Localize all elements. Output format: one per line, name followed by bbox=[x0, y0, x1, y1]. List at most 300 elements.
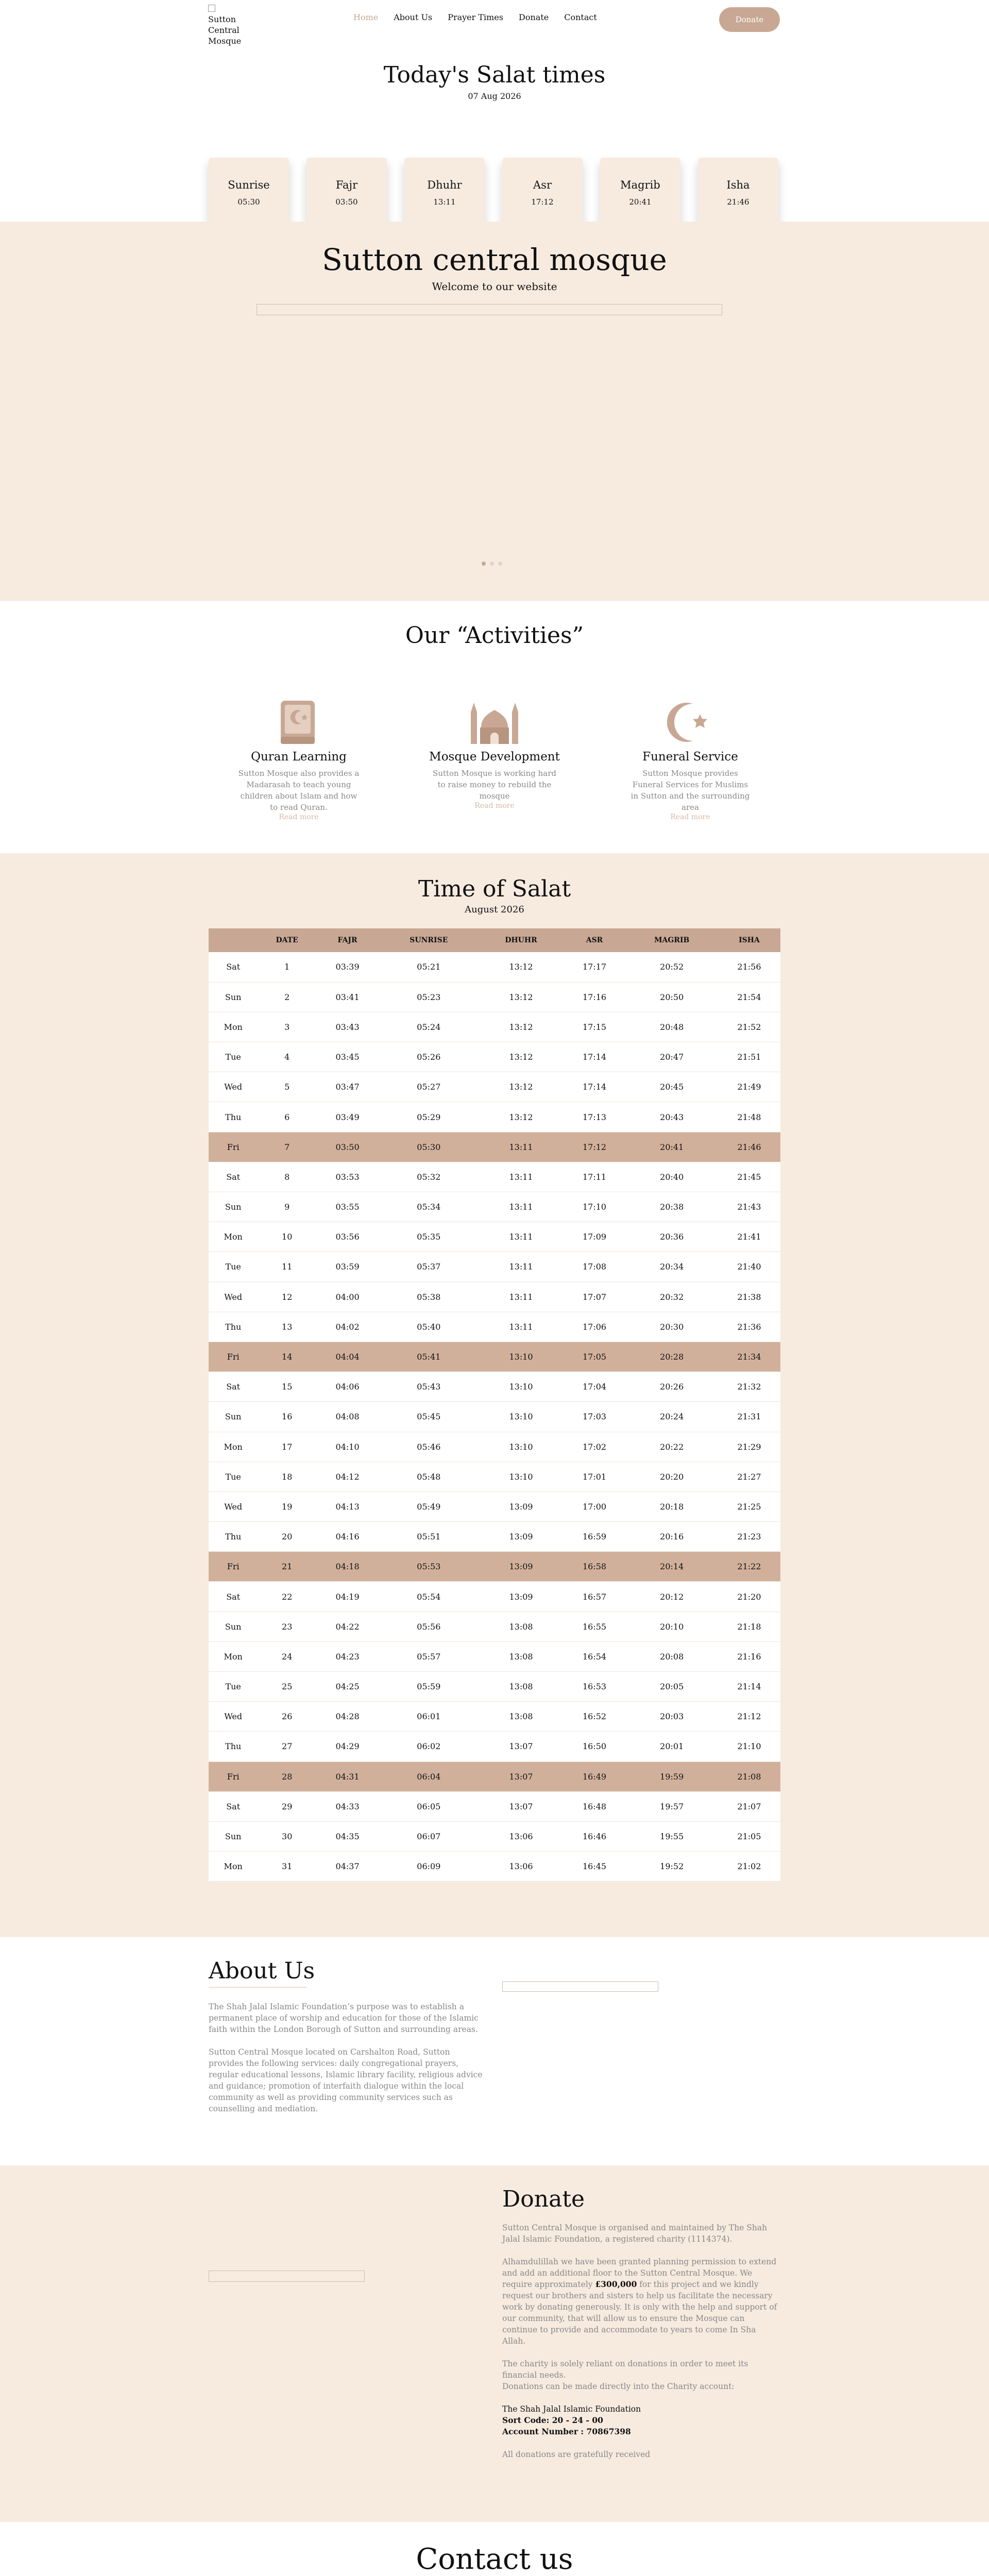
table-cell: 05:43 bbox=[417, 1382, 441, 1392]
table-cell: 13:10 bbox=[509, 1471, 533, 1482]
slider-dots bbox=[482, 562, 502, 566]
table-cell: 30 bbox=[282, 1832, 293, 1842]
table-cell: 17:03 bbox=[582, 1412, 607, 1422]
table-cell: 20:38 bbox=[660, 1202, 684, 1212]
table-cell: 20:40 bbox=[660, 1172, 684, 1182]
activity-quran-learning bbox=[224, 697, 373, 821]
table-row bbox=[209, 1252, 780, 1282]
table-row bbox=[209, 1342, 780, 1371]
table-cell: 20:12 bbox=[660, 1591, 684, 1602]
table-cell: 16:55 bbox=[582, 1621, 607, 1632]
table-cell: Fri bbox=[227, 1562, 240, 1572]
contact-section bbox=[0, 2522, 989, 2576]
table-cell: 06:05 bbox=[417, 1801, 441, 1811]
table-cell: 20:43 bbox=[660, 1112, 684, 1122]
table-cell: Tue bbox=[225, 1471, 241, 1482]
table-cell: 03:41 bbox=[335, 992, 360, 1002]
donate-title: Donate bbox=[502, 2186, 585, 2212]
table-cell: Sun bbox=[225, 992, 242, 1002]
table-cell: 7 bbox=[284, 1142, 290, 1152]
table-cell: 03:56 bbox=[335, 1232, 360, 1242]
table-cell: 13:12 bbox=[509, 1112, 533, 1122]
table-cell: 20:30 bbox=[660, 1321, 684, 1332]
table-cell: Wed bbox=[224, 1501, 243, 1512]
table-cell: 05:21 bbox=[417, 962, 441, 972]
table-cell: 16:48 bbox=[582, 1801, 607, 1811]
site-logo[interactable] bbox=[208, 3, 244, 46]
table-cell: Sun bbox=[225, 1621, 242, 1632]
read-more-link[interactable]: Read more bbox=[670, 813, 710, 821]
table-cell: 21:34 bbox=[737, 1352, 761, 1362]
table-cell: 04:23 bbox=[335, 1651, 360, 1662]
table-cell: 04:31 bbox=[335, 1771, 360, 1782]
table-cell: 05:24 bbox=[417, 1022, 441, 1032]
table-cell: 03:59 bbox=[335, 1262, 360, 1272]
table-cell: 13:09 bbox=[509, 1532, 533, 1542]
column-header: DATE bbox=[276, 936, 298, 944]
table-cell: Thu bbox=[225, 1321, 242, 1332]
table-cell: 20:08 bbox=[660, 1651, 684, 1662]
table-cell: 20:18 bbox=[660, 1501, 684, 1512]
logo-alt-text: Sutton Central Mosque bbox=[208, 14, 242, 46]
todays-salat-section bbox=[0, 41, 989, 222]
prayer-card-fajr bbox=[306, 158, 387, 228]
table-cell: 13:09 bbox=[509, 1591, 533, 1602]
table-cell: Mon bbox=[224, 1861, 243, 1872]
table-cell: 06:02 bbox=[417, 1741, 441, 1752]
quran-book-icon bbox=[224, 697, 373, 748]
table-body bbox=[209, 952, 780, 1882]
table-row bbox=[209, 1612, 780, 1641]
prayer-time: 17:12 bbox=[531, 197, 554, 207]
table-cell: 17:04 bbox=[582, 1382, 607, 1392]
activity-mosque-development bbox=[420, 697, 569, 810]
table-cell: 05:30 bbox=[417, 1142, 441, 1152]
table-cell: 20:36 bbox=[660, 1232, 684, 1242]
prayer-cards bbox=[209, 158, 780, 228]
table-cell: 21:23 bbox=[737, 1532, 761, 1542]
about-paragraph: Sutton Central Mosque located on Carshalton Road, Sutton provides the following services: daily congregational prayers, regular educational lessons, Islamic library facility, religious advice and guidance; promotion of interfaith dialogue within the local community as well as providing community services such as counselling and mediation. bbox=[209, 2047, 483, 2113]
table-cell: 16:53 bbox=[582, 1682, 607, 1692]
table-cell: 04:18 bbox=[335, 1562, 360, 1572]
table-cell: 05:48 bbox=[417, 1471, 441, 1482]
table-cell: 21:51 bbox=[737, 1052, 761, 1062]
table-cell: 23 bbox=[282, 1621, 293, 1632]
donate-amount: £300,000 bbox=[595, 2279, 637, 2289]
table-cell: 21:43 bbox=[737, 1202, 761, 1212]
prayer-name: Asr bbox=[533, 179, 552, 191]
table-cell: 05:51 bbox=[417, 1532, 441, 1542]
table-cell: 21:40 bbox=[737, 1262, 761, 1272]
table-cell: 13:12 bbox=[509, 1022, 533, 1032]
table-cell: 21:12 bbox=[737, 1711, 761, 1722]
donate-button[interactable]: Donate bbox=[719, 7, 780, 32]
table-cell: 16:52 bbox=[582, 1711, 607, 1722]
table-cell: 04:10 bbox=[335, 1442, 360, 1452]
column-header: FAJR bbox=[337, 936, 357, 944]
table-cell: 13:08 bbox=[509, 1711, 533, 1722]
table-cell: 13:11 bbox=[509, 1292, 533, 1302]
sort-code: Sort Code: 20 - 24 - 00 bbox=[502, 2415, 603, 2425]
table-cell: 05:56 bbox=[417, 1621, 441, 1632]
table-cell: 05:34 bbox=[417, 1202, 441, 1212]
table-cell: 13:10 bbox=[509, 1382, 533, 1392]
table-cell: 14 bbox=[282, 1352, 293, 1362]
table-cell: 31 bbox=[282, 1861, 293, 1872]
table-cell: 21:10 bbox=[737, 1741, 761, 1752]
table-cell: 17:11 bbox=[582, 1172, 607, 1182]
table-cell: 20:45 bbox=[660, 1082, 684, 1092]
table-cell: 13:12 bbox=[509, 992, 533, 1002]
table-row bbox=[209, 1282, 780, 1312]
table-cell: 04:28 bbox=[335, 1711, 360, 1722]
table-cell: Sat bbox=[226, 1591, 241, 1602]
nav-contact[interactable]: Contact bbox=[564, 12, 597, 22]
todays-date: 07 Aug 2026 bbox=[468, 91, 521, 101]
donate-thanks: All donations are gratefully received bbox=[502, 2450, 651, 2459]
table-cell: 16:50 bbox=[582, 1741, 607, 1752]
timetable-section bbox=[0, 853, 989, 1937]
slider-dot[interactable] bbox=[490, 562, 494, 566]
table-cell: 13:08 bbox=[509, 1621, 533, 1632]
column-header bbox=[209, 928, 258, 952]
table-cell: 05:41 bbox=[417, 1352, 441, 1362]
table-cell: 20:32 bbox=[660, 1292, 684, 1302]
table-cell: Sat bbox=[226, 1382, 241, 1392]
table-cell: 04:08 bbox=[335, 1412, 360, 1422]
table-row bbox=[209, 1641, 780, 1671]
table-cell: 05:35 bbox=[417, 1232, 441, 1242]
table-cell: Wed bbox=[224, 1082, 243, 1092]
table-cell: 17:07 bbox=[582, 1292, 607, 1302]
table-cell: 04:06 bbox=[335, 1382, 360, 1392]
column-header: ISHA bbox=[739, 936, 760, 944]
table-cell: 20:01 bbox=[660, 1741, 684, 1752]
table-cell: 17 bbox=[282, 1442, 293, 1452]
table-cell: 17:13 bbox=[582, 1112, 607, 1122]
table-cell: 20:10 bbox=[660, 1621, 684, 1632]
table-cell: 05:49 bbox=[417, 1501, 441, 1512]
nav-about-us[interactable]: About Us bbox=[394, 12, 433, 22]
table-row bbox=[209, 1372, 780, 1402]
table-cell: Sat bbox=[226, 1801, 241, 1811]
table-header-row bbox=[209, 928, 780, 952]
table-cell: 13:12 bbox=[509, 1082, 533, 1092]
table-cell: 13:11 bbox=[509, 1232, 533, 1242]
prayer-card-sunrise bbox=[209, 158, 289, 228]
table-cell: 16:49 bbox=[582, 1771, 607, 1782]
table-cell: Mon bbox=[224, 1232, 243, 1242]
table-cell: 16:59 bbox=[582, 1532, 607, 1542]
table-cell: 25 bbox=[282, 1682, 293, 1692]
donate-image bbox=[209, 2270, 365, 2282]
table-cell: 21:22 bbox=[737, 1562, 761, 1572]
about-title: About Us bbox=[209, 1958, 315, 1984]
table-cell: 20:22 bbox=[660, 1442, 684, 1452]
table-cell: 20:52 bbox=[660, 962, 684, 972]
table-cell: 21:38 bbox=[737, 1292, 761, 1302]
prayer-name: Sunrise bbox=[228, 179, 270, 191]
table-row bbox=[209, 1462, 780, 1492]
prayer-card-dhuhr bbox=[404, 158, 485, 228]
about-paragraph: The Shah Jalal Islamic Foundation’s purpose was to establish a permanent place of worship and education for those of the Islamic faith within the London Borough of Sutton and surrounding areas. bbox=[209, 2002, 479, 2034]
prayer-time: 20:41 bbox=[629, 197, 652, 207]
table-cell: Fri bbox=[227, 1352, 240, 1362]
table-cell: 16 bbox=[282, 1412, 293, 1422]
table-row bbox=[209, 1821, 780, 1851]
table-cell: 05:45 bbox=[417, 1412, 441, 1422]
table-cell: 21:18 bbox=[737, 1621, 761, 1632]
column-header: DHUHR bbox=[505, 936, 537, 944]
table-cell: 13 bbox=[282, 1321, 293, 1332]
table-cell: 29 bbox=[282, 1801, 293, 1811]
table-cell: 13:06 bbox=[509, 1832, 533, 1842]
prayer-time: 21:46 bbox=[727, 197, 749, 207]
table-cell: 20:48 bbox=[660, 1022, 684, 1032]
table-cell: Sun bbox=[225, 1412, 242, 1422]
todays-salat-title: Today's Salat times bbox=[383, 62, 606, 88]
activity-funeral-service bbox=[616, 697, 765, 821]
table-cell: 13:12 bbox=[509, 1052, 533, 1062]
table-cell: 05:38 bbox=[417, 1292, 441, 1302]
activity-description: Sutton Mosque is working hard to raise money to rebuild the mosque bbox=[432, 769, 557, 801]
table-cell: 03:47 bbox=[335, 1082, 360, 1092]
nav-donate[interactable]: Donate bbox=[519, 12, 549, 22]
table-cell: 16:46 bbox=[582, 1832, 607, 1842]
table-cell: 05:29 bbox=[417, 1112, 441, 1122]
table-cell: 16:57 bbox=[582, 1591, 607, 1602]
activity-title: Mosque Development bbox=[429, 750, 560, 764]
table-cell: 05:26 bbox=[417, 1052, 441, 1062]
table-cell: 21:25 bbox=[737, 1501, 761, 1512]
table-cell: 13:07 bbox=[509, 1741, 533, 1752]
table-cell: 21:46 bbox=[737, 1142, 761, 1152]
table-cell: 21:29 bbox=[737, 1442, 761, 1452]
donate-paragraph: Sutton Central Mosque is organised and maintained by The Shah Jalal Islamic Foundation, a registered charity (1114374). bbox=[502, 2223, 768, 2244]
table-cell: 05:27 bbox=[417, 1082, 441, 1092]
table-cell: 21:14 bbox=[737, 1682, 761, 1692]
read-more-link[interactable]: Read more bbox=[474, 802, 515, 810]
table-cell: 17:14 bbox=[582, 1052, 607, 1062]
table-cell: 17:10 bbox=[582, 1202, 607, 1212]
read-more-link[interactable]: Read more bbox=[279, 813, 319, 821]
table-cell: 19:59 bbox=[660, 1771, 684, 1782]
table-cell: 21:32 bbox=[737, 1382, 761, 1392]
hero-title: Sutton central mosque bbox=[322, 242, 667, 277]
table-row bbox=[209, 1072, 780, 1102]
table-cell: 13:10 bbox=[509, 1412, 533, 1422]
table-cell: 13:08 bbox=[509, 1651, 533, 1662]
donate-section bbox=[0, 2165, 989, 2522]
table-row bbox=[209, 1672, 780, 1702]
table-row bbox=[209, 952, 780, 982]
table-cell: Fri bbox=[227, 1142, 240, 1152]
table-cell: 05:23 bbox=[417, 992, 441, 1002]
table-cell: 04:37 bbox=[335, 1861, 360, 1872]
contact-title: Contact us bbox=[416, 2543, 573, 2576]
table-cell: 20:41 bbox=[660, 1142, 684, 1152]
table-cell: 05:37 bbox=[417, 1262, 441, 1272]
nav-prayer-times[interactable]: Prayer Times bbox=[448, 12, 504, 22]
table-cell: 21:52 bbox=[737, 1022, 761, 1032]
table-row bbox=[209, 1791, 780, 1821]
table-cell: 13:10 bbox=[509, 1352, 533, 1362]
table-cell: 20:34 bbox=[660, 1262, 684, 1272]
mosque-icon bbox=[420, 697, 569, 748]
table-cell: 19:52 bbox=[660, 1861, 684, 1872]
table-cell: 1 bbox=[284, 962, 290, 972]
table-cell: 21:20 bbox=[737, 1591, 761, 1602]
table-cell: 17:01 bbox=[582, 1471, 607, 1482]
table-cell: 17:17 bbox=[582, 962, 607, 972]
crescent-star-icon bbox=[616, 697, 765, 748]
prayer-name: Dhuhr bbox=[427, 179, 462, 191]
table-cell: 21:56 bbox=[737, 962, 761, 972]
table-cell: 21 bbox=[282, 1562, 293, 1572]
table-cell: 05:57 bbox=[417, 1651, 441, 1662]
table-cell: 19:55 bbox=[660, 1832, 684, 1842]
table-cell: 16:58 bbox=[582, 1562, 607, 1572]
prayer-card-isha bbox=[698, 158, 778, 228]
table-cell: Fri bbox=[227, 1771, 240, 1782]
activity-title: Funeral Service bbox=[642, 750, 738, 764]
table-cell: Mon bbox=[224, 1442, 243, 1452]
table-cell: 17:05 bbox=[582, 1352, 607, 1362]
table-cell: 03:49 bbox=[335, 1112, 360, 1122]
about-section bbox=[0, 1937, 989, 2165]
prayer-card-magrib bbox=[600, 158, 680, 228]
table-cell: 8 bbox=[284, 1172, 290, 1182]
table-cell: 21:41 bbox=[737, 1232, 761, 1242]
table-cell: 21:07 bbox=[737, 1801, 761, 1811]
table-row bbox=[209, 1702, 780, 1732]
table-row bbox=[209, 982, 780, 1012]
table-cell: 13:11 bbox=[509, 1262, 533, 1272]
table-cell: 04:33 bbox=[335, 1801, 360, 1811]
table-cell: 19 bbox=[282, 1501, 293, 1512]
table-cell: Thu bbox=[225, 1741, 242, 1752]
table-cell: 20:24 bbox=[660, 1412, 684, 1422]
table-cell: 13:06 bbox=[509, 1861, 533, 1872]
prayer-name: Isha bbox=[726, 179, 750, 191]
table-cell: 10 bbox=[282, 1232, 293, 1242]
table-row bbox=[209, 1402, 780, 1432]
bank-details bbox=[502, 2403, 780, 2437]
table-cell: 17:06 bbox=[582, 1321, 607, 1332]
table-row bbox=[209, 1012, 780, 1042]
table-cell: 15 bbox=[282, 1382, 293, 1392]
table-cell: 03:55 bbox=[335, 1202, 360, 1212]
table-cell: 26 bbox=[282, 1711, 293, 1722]
table-cell: 04:04 bbox=[335, 1352, 360, 1362]
table-cell: 13:11 bbox=[509, 1202, 533, 1212]
table-cell: Mon bbox=[224, 1022, 243, 1032]
table-cell: 13:07 bbox=[509, 1801, 533, 1811]
table-cell: 21:27 bbox=[737, 1471, 761, 1482]
table-cell: Thu bbox=[225, 1532, 242, 1542]
table-cell: 27 bbox=[282, 1741, 293, 1752]
table-cell: 06:09 bbox=[417, 1861, 441, 1872]
table-cell: 05:32 bbox=[417, 1172, 441, 1182]
slider-dot[interactable] bbox=[482, 562, 486, 566]
table-cell: 17:14 bbox=[582, 1082, 607, 1092]
table-row bbox=[209, 1192, 780, 1222]
table-cell: 4 bbox=[284, 1052, 290, 1062]
column-header: ASR bbox=[586, 936, 603, 944]
table-cell: Tue bbox=[225, 1262, 241, 1272]
table-cell: 21:02 bbox=[737, 1861, 761, 1872]
timetable-title: Time of Salat bbox=[418, 876, 571, 902]
table-cell: Wed bbox=[224, 1292, 243, 1302]
table-cell: Sun bbox=[225, 1832, 242, 1842]
timetable-month: August 2026 bbox=[465, 904, 524, 915]
table-cell: 20:16 bbox=[660, 1532, 684, 1542]
table-cell: 18 bbox=[282, 1471, 293, 1482]
table-cell: 21:54 bbox=[737, 992, 761, 1002]
table-cell: 17:00 bbox=[582, 1501, 607, 1512]
slider-dot[interactable] bbox=[498, 562, 502, 566]
table-row bbox=[209, 1732, 780, 1761]
table-cell: 04:25 bbox=[335, 1682, 360, 1692]
table-cell: 11 bbox=[282, 1262, 293, 1272]
table-cell: 04:29 bbox=[335, 1741, 360, 1752]
activity-description: Sutton Mosque also provides a Madarasah to teach young children about Islam and how to read Quran. bbox=[238, 769, 360, 812]
table-cell: 17:12 bbox=[582, 1142, 607, 1152]
nav-home[interactable]: Home bbox=[353, 12, 379, 22]
donate-paragraph bbox=[502, 2256, 780, 2347]
about-text bbox=[209, 2001, 487, 2114]
table-cell: Sun bbox=[225, 1202, 242, 1212]
table-cell: 24 bbox=[282, 1651, 293, 1662]
table-cell: 28 bbox=[282, 1771, 293, 1782]
donate-text-fragment: Donations can be made directly into the Charity account: bbox=[502, 2382, 735, 2391]
about-image bbox=[502, 1981, 658, 1992]
table-row bbox=[209, 1852, 780, 1882]
prayer-time: 05:30 bbox=[237, 197, 260, 207]
table-cell: 16:45 bbox=[582, 1861, 607, 1872]
table-cell: Sat bbox=[226, 1172, 241, 1182]
table-row bbox=[209, 1582, 780, 1612]
table-cell: 17:02 bbox=[582, 1442, 607, 1452]
table-cell: 13:07 bbox=[509, 1771, 533, 1782]
table-cell: 21:45 bbox=[737, 1172, 761, 1182]
table-cell: 17:16 bbox=[582, 992, 607, 1002]
prayer-name: Magrib bbox=[620, 179, 660, 191]
table-cell: 13:09 bbox=[509, 1501, 533, 1512]
table-cell: 03:43 bbox=[335, 1022, 360, 1032]
table-cell: Thu bbox=[225, 1112, 242, 1122]
donate-text-fragment: The charity is solely reliant on donations in order to meet its financial needs. bbox=[502, 2359, 748, 2380]
prayer-card-asr bbox=[502, 158, 583, 228]
activities-section bbox=[0, 601, 989, 853]
broken-image-icon bbox=[208, 5, 215, 12]
table-row bbox=[209, 1162, 780, 1192]
main-menu bbox=[353, 12, 597, 22]
hero-subtitle: Welcome to our website bbox=[432, 280, 557, 293]
table-cell: 05:40 bbox=[417, 1321, 441, 1332]
table-cell: Sat bbox=[226, 962, 241, 972]
activity-title: Quran Learning bbox=[251, 750, 347, 764]
table-cell: Tue bbox=[225, 1052, 241, 1062]
table-cell: 21:05 bbox=[737, 1832, 761, 1842]
table-cell: 9 bbox=[284, 1202, 290, 1212]
table-cell: 06:01 bbox=[417, 1711, 441, 1722]
prayer-time: 03:50 bbox=[335, 197, 358, 207]
table-row bbox=[209, 1522, 780, 1552]
table-cell: 13:11 bbox=[509, 1321, 533, 1332]
donate-paragraph bbox=[502, 2358, 780, 2392]
table-cell: 17:09 bbox=[582, 1232, 607, 1242]
